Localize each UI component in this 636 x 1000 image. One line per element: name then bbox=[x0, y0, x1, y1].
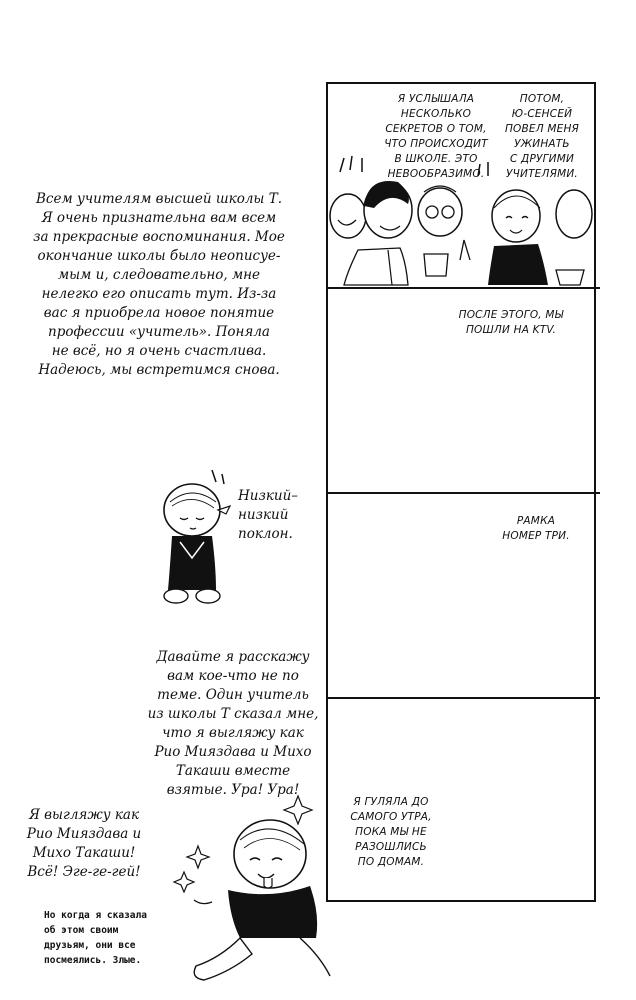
dinner-scene-illustration bbox=[328, 150, 594, 285]
bowing-girl-illustration bbox=[150, 462, 240, 612]
panel-divider bbox=[326, 697, 600, 699]
panel-1-speech-right: ПОТОМ, Ю-СЕНСЕЙ ПОВЕЛ МЕНЯ УЖИНАТЬ С ДРУГИМИ УЧИТЕЛЯМИ. bbox=[504, 93, 580, 180]
panel-4-caption: Я ГУЛЯЛА ДО САМОГО УТРА, ПОКА МЫ НЕ РАЗОШЛИСЬ ПО ДОМАМ. bbox=[350, 796, 432, 868]
thanks-note: Всем учителям высшей школы Т. Я очень признательна вам всем за прекрасные воспоминания. Мое окончание школы было неописуе- мым и, следовательно, мне нелегко его описать тут. Из-за вас я приобрела новое понятие профессии «учитель». Поняла не всё, но я очень счастлива. Надеюсь, мы встретимся снова. bbox=[33, 191, 285, 378]
bow-caption: Низкий– низкий поклон. bbox=[238, 488, 299, 542]
panel-divider bbox=[326, 492, 600, 494]
panel-divider bbox=[326, 287, 600, 289]
panel-1-speech-left: Я УСЛЫШАЛА НЕСКОЛЬКО СЕКРЕТОВ О ТОМ, ЧТО ПРОИСХОДИТ В ШКОЛЕ. ЭТО НЕВООБРАЗИМО. bbox=[384, 93, 488, 180]
look-like-note: Я выгляжу как Рио Мияздава и Михо Такаши! Всё! Эге-ге-гей! bbox=[26, 807, 142, 880]
panel-2-caption: ПОСЛЕ ЭТОГО, МЫ ПОШЛИ НА KTV. bbox=[458, 309, 564, 336]
story-note: Давайте я расскажу вам кое-что не по теме. Один учитель из школы Т сказал мне, что я выгляжу как Рио Мияздава и Михо Такаши вместе взятые. Ура! Ура! bbox=[147, 649, 319, 798]
panel-3-caption: РАМКА НОМЕР ТРИ. bbox=[502, 515, 570, 542]
friends-note: Но когда я сказала об этом своим друзьям, они все посмеялись. Злые. bbox=[44, 910, 147, 966]
happy-girl-illustration bbox=[170, 788, 340, 988]
